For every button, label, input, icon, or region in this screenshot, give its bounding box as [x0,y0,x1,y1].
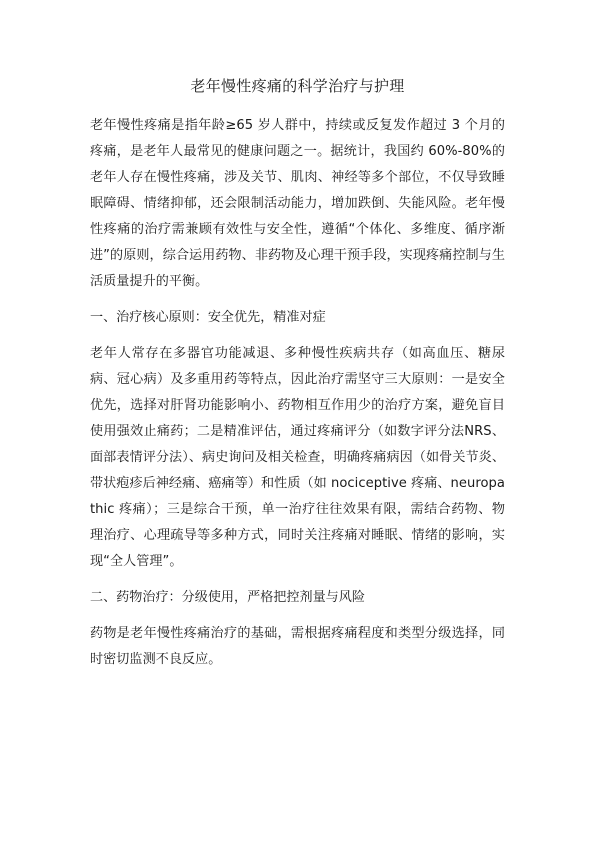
section-heading-treatment-principles: 一、治疗核心原则：安全优先，精准对症 [90,310,326,325]
section-body-drug-therapy: 药物是老年慢性疼痛治疗的基础，需根据疼痛程度和类型分级选择，同时密切监测不良反应。 [90,626,505,667]
intro-paragraph: 老年慢性疼痛是指年龄≥65 岁人群中，持续或反复发作超过 3 个月的疼痛，是老年人最常见的健康问题之一。据统计，我国约 60%-80%的老年人存在慢性疼痛，涉及关节、肌肉、神经等多个部位，不仅导致睡眠障碍、情绪抑郁，还会限制活动能力，增加跌倒、失能风险。老年慢性疼痛的治疗需兼顾有效性与安全性，遵循“个体化、多维度、循序渐进”的原则，综合运用药物、非药物及心理干预手段，实现疼痛控制与生活质量提升的平衡。 [90,118,505,289]
section-body-treatment-principles: 老年人常存在多器官功能减退、多种慢性疾病共存（如高血压、糖尿病、冠心病）及多重用药等特点，因此治疗需坚守三大原则：一是安全优先，选择对肝肾功能影响小、药物相互作用少的治疗方案，避免盲目使用强效止痛药；二是精准评估，通过疼痛评分（如数字评分法NRS、面部表情评分法）、病史询问及相关检查，明确疼痛病因（如骨关节炎、带状疱疹后神经痛、癌痛等）和性质（如 nociceptive 疼痛、neuropathic 疼痛）；三是综合干预，单一治疗往往效果有限，需结合药物、物理治疗、心理疏导等多种方式，同时关注疼痛对睡眠、情绪的影响，实现“全人管理”。 [90,346,505,569]
section-heading-drug-therapy: 二、药物治疗：分级使用，严格把控剂量与风险 [90,590,365,605]
document-title: 老年慢性疼痛的科学治疗与护理 [190,77,405,95]
